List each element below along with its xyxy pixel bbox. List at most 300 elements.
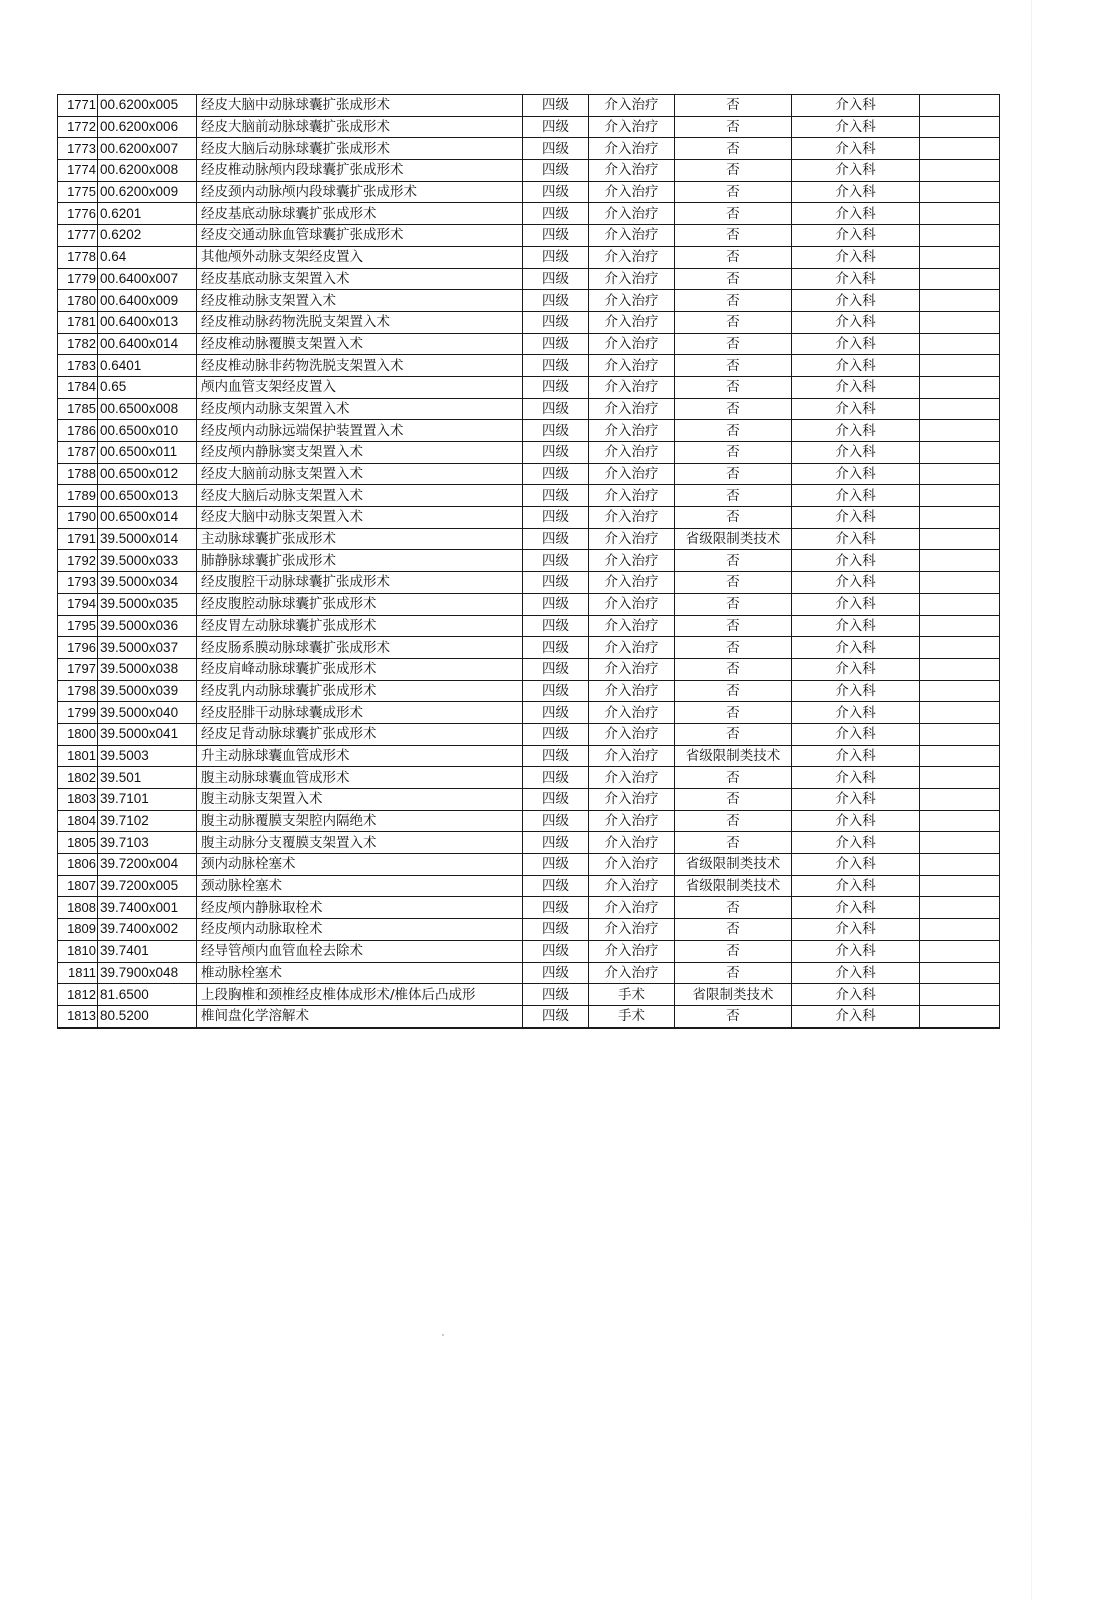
procedure-code-cell: 00.6500x012 — [98, 463, 197, 485]
procedure-type-cell: 手术 — [589, 984, 675, 1006]
procedure-code-cell: 00.6500x014 — [98, 507, 197, 529]
department-cell: 介入科 — [792, 203, 920, 225]
procedure-type-cell: 介入治疗 — [589, 203, 675, 225]
procedure-code-cell: 39.5000x041 — [98, 723, 197, 745]
procedure-type-cell: 介入治疗 — [589, 290, 675, 312]
procedure-code-cell: 00.6200x008 — [98, 160, 197, 182]
table-row — [58, 420, 1000, 442]
remarks-cell — [920, 832, 1000, 854]
department-cell: 介入科 — [792, 311, 920, 333]
restriction-cell: 否 — [675, 420, 792, 442]
grade-level-cell: 四级 — [523, 984, 589, 1006]
procedure-type-cell: 介入治疗 — [589, 268, 675, 290]
department-cell: 介入科 — [792, 485, 920, 507]
remarks-cell — [920, 463, 1000, 485]
grade-level-cell: 四级 — [523, 637, 589, 659]
procedure-code-cell: 00.6400x009 — [98, 290, 197, 312]
procedure-code-cell: 00.6200x006 — [98, 116, 197, 138]
department-cell: 介入科 — [792, 246, 920, 268]
procedure-type-cell: 介入治疗 — [589, 593, 675, 615]
restriction-cell: 否 — [675, 789, 792, 811]
grade-level-cell: 四级 — [523, 225, 589, 247]
table-row — [58, 593, 1000, 615]
procedure-name-cell: 升主动脉球囊血管成形术 — [197, 745, 523, 767]
department-cell: 介入科 — [792, 463, 920, 485]
grade-level-cell: 四级 — [523, 116, 589, 138]
row-number-cell: 1803 — [58, 789, 98, 811]
row-number-cell: 1810 — [58, 940, 98, 962]
restriction-cell: 否 — [675, 832, 792, 854]
department-cell: 介入科 — [792, 290, 920, 312]
remarks-cell — [920, 940, 1000, 962]
row-number-cell: 1778 — [58, 246, 98, 268]
department-cell: 介入科 — [792, 333, 920, 355]
department-cell: 介入科 — [792, 702, 920, 724]
remarks-cell — [920, 442, 1000, 464]
procedure-name-cell: 经皮颅内动脉取栓术 — [197, 919, 523, 941]
procedure-type-cell: 介入治疗 — [589, 789, 675, 811]
department-cell: 介入科 — [792, 897, 920, 919]
table-row — [58, 658, 1000, 680]
grade-level-cell: 四级 — [523, 572, 589, 594]
grade-level-cell: 四级 — [523, 854, 589, 876]
remarks-cell — [920, 160, 1000, 182]
procedure-code-cell: 00.6500x010 — [98, 420, 197, 442]
table-row — [58, 637, 1000, 659]
procedure-type-cell: 介入治疗 — [589, 160, 675, 182]
procedure-type-cell: 介入治疗 — [589, 723, 675, 745]
department-cell: 介入科 — [792, 181, 920, 203]
remarks-cell — [920, 637, 1000, 659]
department-cell: 介入科 — [792, 658, 920, 680]
grade-level-cell: 四级 — [523, 658, 589, 680]
procedure-code-cell: 39.5000x038 — [98, 658, 197, 680]
procedure-code-cell: 00.6200x005 — [98, 95, 197, 117]
procedure-code-cell: 00.6500x011 — [98, 442, 197, 464]
table-row — [58, 615, 1000, 637]
procedure-code-cell: 39.5000x036 — [98, 615, 197, 637]
remarks-cell — [920, 658, 1000, 680]
procedure-type-cell: 介入治疗 — [589, 875, 675, 897]
table-row — [58, 463, 1000, 485]
procedure-name-cell: 经皮乳内动脉球囊扩张成形术 — [197, 680, 523, 702]
row-number-cell: 1771 — [58, 95, 98, 117]
restriction-cell: 否 — [675, 658, 792, 680]
remarks-cell — [920, 897, 1000, 919]
grade-level-cell: 四级 — [523, 95, 589, 117]
table-row — [58, 940, 1000, 962]
department-cell: 介入科 — [792, 355, 920, 377]
remarks-cell — [920, 810, 1000, 832]
department-cell: 介入科 — [792, 95, 920, 117]
grade-level-cell: 四级 — [523, 680, 589, 702]
procedure-name-cell: 经皮胃左动脉球囊扩张成形术 — [197, 615, 523, 637]
grade-level-cell: 四级 — [523, 919, 589, 941]
restriction-cell: 省级限制类技术 — [675, 875, 792, 897]
restriction-cell: 否 — [675, 398, 792, 420]
procedure-type-cell: 介入治疗 — [589, 615, 675, 637]
grade-level-cell: 四级 — [523, 268, 589, 290]
department-cell: 介入科 — [792, 940, 920, 962]
row-number-cell: 1809 — [58, 919, 98, 941]
table-row — [58, 333, 1000, 355]
procedure-name-cell: 上段胸椎和颈椎经皮椎体成形术/椎体后凸成形 — [197, 984, 523, 1006]
procedure-name-cell: 经皮胫腓干动脉球囊成形术 — [197, 702, 523, 724]
table-row — [58, 550, 1000, 572]
procedure-name-cell: 经皮颈内动脉颅内段球囊扩张成形术 — [197, 181, 523, 203]
procedure-type-cell: 介入治疗 — [589, 702, 675, 724]
restriction-cell: 否 — [675, 290, 792, 312]
procedure-name-cell: 经皮颅内动脉支架置入术 — [197, 398, 523, 420]
procedure-type-cell: 介入治疗 — [589, 528, 675, 550]
department-cell: 介入科 — [792, 116, 920, 138]
procedure-type-cell: 介入治疗 — [589, 333, 675, 355]
remarks-cell — [920, 962, 1000, 984]
procedure-name-cell: 经皮交通动脉血管球囊扩张成形术 — [197, 225, 523, 247]
remarks-cell — [920, 203, 1000, 225]
procedure-type-cell: 介入治疗 — [589, 832, 675, 854]
table-row — [58, 919, 1000, 941]
restriction-cell: 否 — [675, 897, 792, 919]
procedure-type-cell: 介入治疗 — [589, 940, 675, 962]
grade-level-cell: 四级 — [523, 550, 589, 572]
department-cell: 介入科 — [792, 376, 920, 398]
scan-speck — [442, 1334, 444, 1336]
restriction-cell: 否 — [675, 95, 792, 117]
procedure-name-cell: 经皮颅内动脉远端保护装置置入术 — [197, 420, 523, 442]
grade-level-cell: 四级 — [523, 810, 589, 832]
restriction-cell: 否 — [675, 507, 792, 529]
procedure-code-cell: 39.5000x035 — [98, 593, 197, 615]
table-row — [58, 680, 1000, 702]
grade-level-cell: 四级 — [523, 181, 589, 203]
table-row — [58, 962, 1000, 984]
procedure-type-cell: 介入治疗 — [589, 95, 675, 117]
department-cell: 介入科 — [792, 268, 920, 290]
grade-level-cell: 四级 — [523, 745, 589, 767]
procedure-type-cell: 介入治疗 — [589, 572, 675, 594]
department-cell: 介入科 — [792, 875, 920, 897]
grade-level-cell: 四级 — [523, 138, 589, 160]
restriction-cell: 否 — [675, 203, 792, 225]
row-number-cell: 1786 — [58, 420, 98, 442]
procedure-type-cell: 介入治疗 — [589, 550, 675, 572]
department-cell: 介入科 — [792, 789, 920, 811]
procedure-code-cell: 39.7900x048 — [98, 962, 197, 984]
department-cell: 介入科 — [792, 984, 920, 1006]
remarks-cell — [920, 854, 1000, 876]
grade-level-cell: 四级 — [523, 333, 589, 355]
remarks-cell — [920, 789, 1000, 811]
procedure-type-cell: 手术 — [589, 1005, 675, 1027]
row-number-cell: 1806 — [58, 854, 98, 876]
procedure-code-cell: 39.5000x033 — [98, 550, 197, 572]
procedure-code-cell: 00.6500x008 — [98, 398, 197, 420]
procedure-code-cell: 0.6401 — [98, 355, 197, 377]
row-number-cell: 1776 — [58, 203, 98, 225]
procedure-type-cell: 介入治疗 — [589, 897, 675, 919]
row-number-cell: 1783 — [58, 355, 98, 377]
restriction-cell: 省级限制类技术 — [675, 854, 792, 876]
row-number-cell: 1773 — [58, 138, 98, 160]
row-number-cell: 1800 — [58, 723, 98, 745]
row-number-cell: 1804 — [58, 810, 98, 832]
row-number-cell: 1791 — [58, 528, 98, 550]
row-number-cell: 1781 — [58, 311, 98, 333]
procedure-name-cell: 主动脉球囊扩张成形术 — [197, 528, 523, 550]
procedure-name-cell: 椎间盘化学溶解术 — [197, 1005, 523, 1027]
grade-level-cell: 四级 — [523, 615, 589, 637]
procedure-code-cell: 39.7103 — [98, 832, 197, 854]
procedure-code-cell: 00.6400x007 — [98, 268, 197, 290]
department-cell: 介入科 — [792, 810, 920, 832]
procedure-name-cell: 经皮椎动脉非药物洗脱支架置入术 — [197, 355, 523, 377]
row-number-cell: 1807 — [58, 875, 98, 897]
table-row — [58, 745, 1000, 767]
department-cell: 介入科 — [792, 160, 920, 182]
procedure-type-cell: 介入治疗 — [589, 919, 675, 941]
row-number-cell: 1772 — [58, 116, 98, 138]
restriction-cell: 否 — [675, 702, 792, 724]
table-body — [58, 95, 1000, 1028]
procedure-name-cell: 经皮颅内静脉窦支架置入术 — [197, 442, 523, 464]
department-cell: 介入科 — [792, 962, 920, 984]
table-row — [58, 897, 1000, 919]
grade-level-cell: 四级 — [523, 463, 589, 485]
row-number-cell: 1797 — [58, 658, 98, 680]
procedure-code-cell: 39.5000x014 — [98, 528, 197, 550]
row-number-cell: 1789 — [58, 485, 98, 507]
procedure-name-cell: 经皮大脑中动脉球囊扩张成形术 — [197, 95, 523, 117]
procedure-code-cell: 39.5000x040 — [98, 702, 197, 724]
procedure-type-cell: 介入治疗 — [589, 181, 675, 203]
department-cell: 介入科 — [792, 550, 920, 572]
procedure-name-cell: 颈动脉栓塞术 — [197, 875, 523, 897]
table-row — [58, 767, 1000, 789]
grade-level-cell: 四级 — [523, 962, 589, 984]
procedure-type-cell: 介入治疗 — [589, 398, 675, 420]
department-cell: 介入科 — [792, 225, 920, 247]
remarks-cell — [920, 311, 1000, 333]
grade-level-cell: 四级 — [523, 1005, 589, 1027]
row-number-cell: 1802 — [58, 767, 98, 789]
procedure-code-cell: 00.6200x007 — [98, 138, 197, 160]
department-cell: 介入科 — [792, 507, 920, 529]
procedure-code-cell: 00.6500x013 — [98, 485, 197, 507]
restriction-cell: 省级限制类技术 — [675, 528, 792, 550]
table-row — [58, 268, 1000, 290]
table-row — [58, 832, 1000, 854]
restriction-cell: 否 — [675, 311, 792, 333]
procedure-code-cell: 39.5000x037 — [98, 637, 197, 659]
table-row — [58, 789, 1000, 811]
grade-level-cell: 四级 — [523, 246, 589, 268]
remarks-cell — [920, 95, 1000, 117]
restriction-cell: 否 — [675, 116, 792, 138]
restriction-cell: 否 — [675, 333, 792, 355]
row-number-cell: 1790 — [58, 507, 98, 529]
procedure-name-cell: 椎动脉栓塞术 — [197, 962, 523, 984]
table-row — [58, 138, 1000, 160]
table-row — [58, 1005, 1000, 1027]
remarks-cell — [920, 376, 1000, 398]
procedure-name-cell: 颅内血管支架经皮置入 — [197, 376, 523, 398]
grade-level-cell: 四级 — [523, 442, 589, 464]
procedure-name-cell: 经皮肠系膜动脉球囊扩张成形术 — [197, 637, 523, 659]
restriction-cell: 否 — [675, 160, 792, 182]
remarks-cell — [920, 398, 1000, 420]
grade-level-cell: 四级 — [523, 767, 589, 789]
row-number-cell: 1784 — [58, 376, 98, 398]
procedure-code-cell: 39.7400x001 — [98, 897, 197, 919]
procedure-name-cell: 腹主动脉球囊血管成形术 — [197, 767, 523, 789]
procedure-name-cell: 肺静脉球囊扩张成形术 — [197, 550, 523, 572]
procedure-type-cell: 介入治疗 — [589, 767, 675, 789]
restriction-cell: 否 — [675, 767, 792, 789]
department-cell: 介入科 — [792, 615, 920, 637]
procedure-type-cell: 介入治疗 — [589, 854, 675, 876]
procedure-name-cell: 经导管颅内血管血栓去除术 — [197, 940, 523, 962]
procedure-name-cell: 经皮肩峰动脉球囊扩张成形术 — [197, 658, 523, 680]
restriction-cell: 否 — [675, 442, 792, 464]
department-cell: 介入科 — [792, 420, 920, 442]
remarks-cell — [920, 290, 1000, 312]
restriction-cell: 否 — [675, 550, 792, 572]
department-cell: 介入科 — [792, 832, 920, 854]
grade-level-cell: 四级 — [523, 485, 589, 507]
remarks-cell — [920, 246, 1000, 268]
procedure-name-cell: 腹主动脉覆膜支架腔内隔绝术 — [197, 810, 523, 832]
restriction-cell: 否 — [675, 268, 792, 290]
row-number-cell: 1812 — [58, 984, 98, 1006]
table-row — [58, 116, 1000, 138]
row-number-cell: 1787 — [58, 442, 98, 464]
procedure-code-cell: 39.7200x005 — [98, 875, 197, 897]
procedure-name-cell: 经皮椎动脉药物洗脱支架置入术 — [197, 311, 523, 333]
procedure-code-cell: 81.6500 — [98, 984, 197, 1006]
procedure-code-cell: 00.6400x014 — [98, 333, 197, 355]
department-cell: 介入科 — [792, 1005, 920, 1027]
procedure-type-cell: 介入治疗 — [589, 420, 675, 442]
remarks-cell — [920, 572, 1000, 594]
procedure-name-cell: 经皮大脑后动脉球囊扩张成形术 — [197, 138, 523, 160]
remarks-cell — [920, 745, 1000, 767]
procedure-code-cell: 39.5000x034 — [98, 572, 197, 594]
remarks-cell — [920, 593, 1000, 615]
remarks-cell — [920, 767, 1000, 789]
restriction-cell: 否 — [675, 463, 792, 485]
table-row — [58, 203, 1000, 225]
grade-level-cell: 四级 — [523, 376, 589, 398]
table-row — [58, 572, 1000, 594]
remarks-cell — [920, 420, 1000, 442]
procedure-type-cell: 介入治疗 — [589, 680, 675, 702]
restriction-cell: 否 — [675, 593, 792, 615]
table-row — [58, 702, 1000, 724]
table-row — [58, 355, 1000, 377]
remarks-cell — [920, 919, 1000, 941]
procedure-code-cell: 39.7101 — [98, 789, 197, 811]
procedure-code-cell: 0.6202 — [98, 225, 197, 247]
procedure-name-cell: 经皮足背动脉球囊扩张成形术 — [197, 723, 523, 745]
restriction-cell: 否 — [675, 376, 792, 398]
procedure-name-cell: 颈内动脉栓塞术 — [197, 854, 523, 876]
table-row — [58, 723, 1000, 745]
grade-level-cell: 四级 — [523, 723, 589, 745]
remarks-cell — [920, 225, 1000, 247]
row-number-cell: 1811 — [58, 962, 98, 984]
row-number-cell: 1813 — [58, 1005, 98, 1027]
grade-level-cell: 四级 — [523, 203, 589, 225]
grade-level-cell: 四级 — [523, 789, 589, 811]
row-number-cell: 1788 — [58, 463, 98, 485]
grade-level-cell: 四级 — [523, 355, 589, 377]
table-row — [58, 225, 1000, 247]
row-number-cell: 1779 — [58, 268, 98, 290]
procedure-name-cell: 经皮基底动脉球囊扩张成形术 — [197, 203, 523, 225]
restriction-cell: 否 — [675, 225, 792, 247]
remarks-cell — [920, 1005, 1000, 1027]
procedure-name-cell: 经皮椎动脉支架置入术 — [197, 290, 523, 312]
remarks-cell — [920, 268, 1000, 290]
procedure-type-cell: 介入治疗 — [589, 745, 675, 767]
grade-level-cell: 四级 — [523, 528, 589, 550]
procedure-type-cell: 介入治疗 — [589, 376, 675, 398]
procedure-name-cell: 经皮大脑前动脉支架置入术 — [197, 463, 523, 485]
table-row — [58, 485, 1000, 507]
department-cell: 介入科 — [792, 528, 920, 550]
department-cell: 介入科 — [792, 637, 920, 659]
restriction-cell: 否 — [675, 940, 792, 962]
procedure-type-cell: 介入治疗 — [589, 810, 675, 832]
procedure-code-cell: 0.64 — [98, 246, 197, 268]
procedure-code-cell: 00.6200x009 — [98, 181, 197, 203]
table-row — [58, 442, 1000, 464]
restriction-cell: 否 — [675, 1005, 792, 1027]
procedure-code-cell: 39.501 — [98, 767, 197, 789]
grade-level-cell: 四级 — [523, 311, 589, 333]
grade-level-cell: 四级 — [523, 593, 589, 615]
grade-level-cell: 四级 — [523, 702, 589, 724]
department-cell: 介入科 — [792, 680, 920, 702]
remarks-cell — [920, 181, 1000, 203]
row-number-cell: 1801 — [58, 745, 98, 767]
department-cell: 介入科 — [792, 723, 920, 745]
row-number-cell: 1775 — [58, 181, 98, 203]
restriction-cell: 省级限制类技术 — [675, 745, 792, 767]
procedure-name-cell: 经皮椎动脉颅内段球囊扩张成形术 — [197, 160, 523, 182]
row-number-cell: 1795 — [58, 615, 98, 637]
row-number-cell: 1780 — [58, 290, 98, 312]
procedure-code-cell: 39.7102 — [98, 810, 197, 832]
table-row — [58, 95, 1000, 117]
grade-level-cell: 四级 — [523, 507, 589, 529]
row-number-cell: 1777 — [58, 225, 98, 247]
remarks-cell — [920, 550, 1000, 572]
remarks-cell — [920, 680, 1000, 702]
row-number-cell: 1794 — [58, 593, 98, 615]
row-number-cell: 1774 — [58, 160, 98, 182]
row-number-cell: 1782 — [58, 333, 98, 355]
grade-level-cell: 四级 — [523, 832, 589, 854]
restriction-cell: 否 — [675, 637, 792, 659]
department-cell: 介入科 — [792, 138, 920, 160]
table-row — [58, 311, 1000, 333]
department-cell: 介入科 — [792, 767, 920, 789]
procedure-type-cell: 介入治疗 — [589, 507, 675, 529]
row-number-cell: 1785 — [58, 398, 98, 420]
remarks-cell — [920, 723, 1000, 745]
